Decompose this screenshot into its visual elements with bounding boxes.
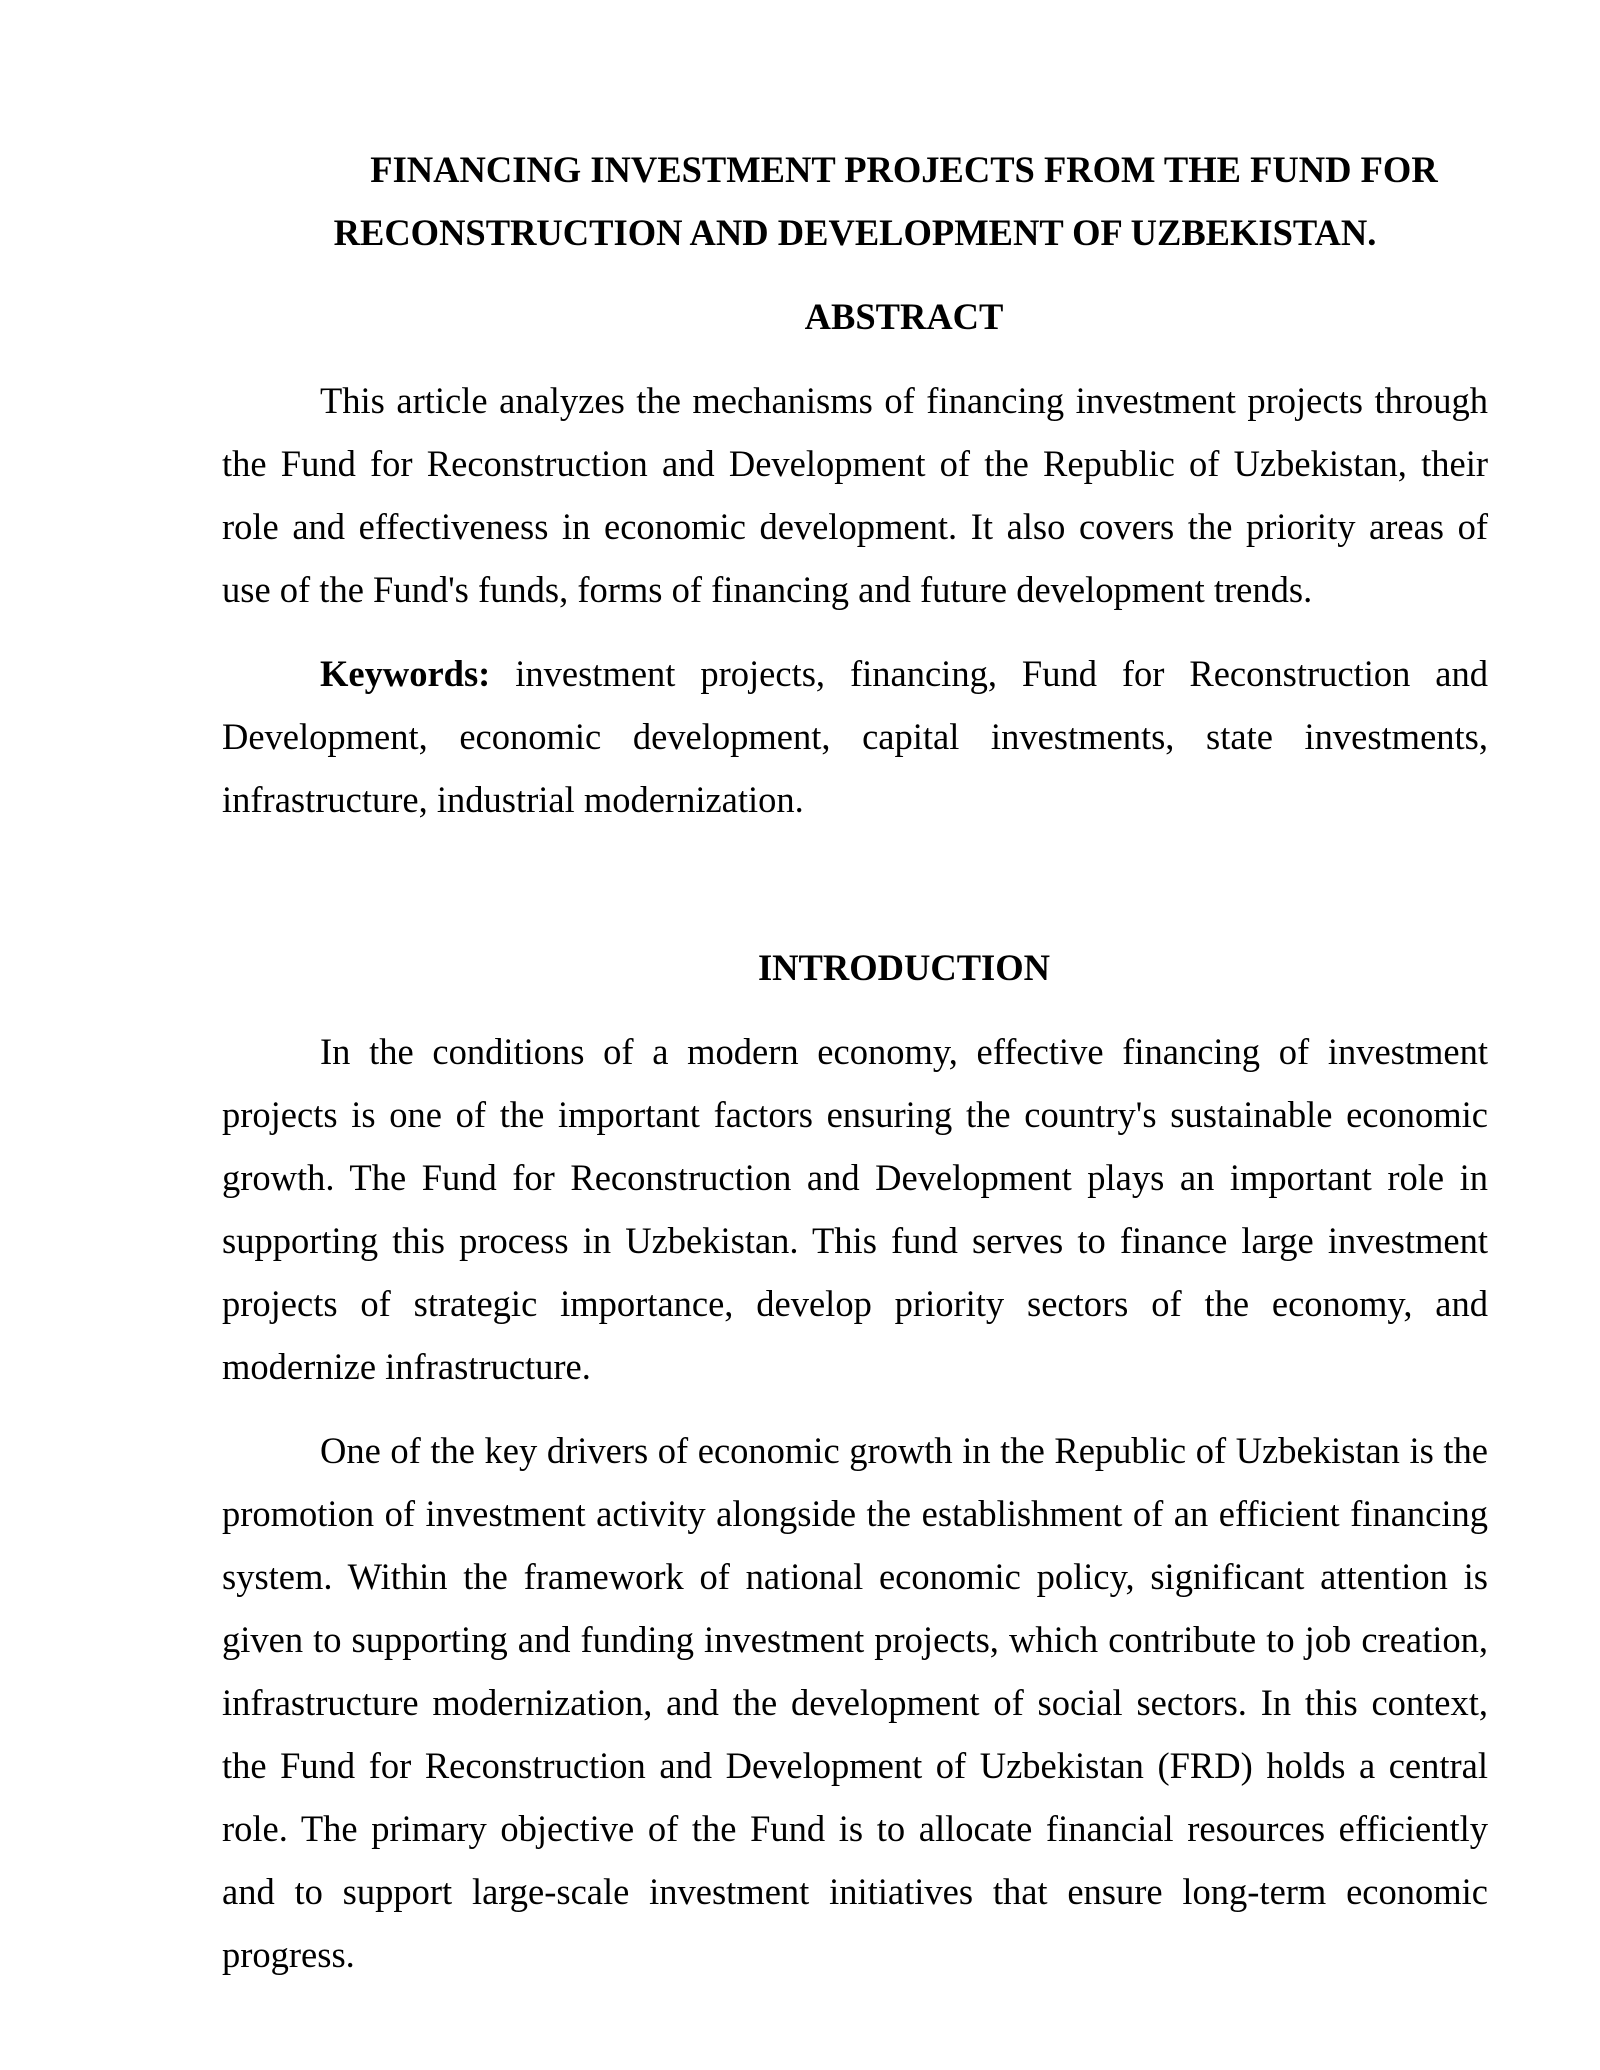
document-title: FINANCING INVESTMENT PROJECTS FROM THE FUND FOR RECONSTRUCTION AND DEVELOPMENT OF UZBEKISTAN. <box>333 149 1438 253</box>
blank-line <box>222 852 1488 936</box>
introduction-paragraph-1: In the conditions of a modern economy, effective financing of investment projects is one of the important factors ensuring the country's sustainable economic growth. The Fund for Reconstruction and Development plays an important role in supporting this process in Uzbekistan. This fund serves to finance large investment projects of strategic importance, develop priority sectors of the economy, and modernize infrastructure. <box>222 1031 1488 1387</box>
keywords-text: investment projects, financing, Fund for Reconstruction and Development, economic development, capital investments, state investments, infrastructure, industrial modernization. <box>222 653 1489 820</box>
abstract-heading: ABSTRACT <box>804 296 1004 337</box>
keywords-paragraph <box>222 642 1488 831</box>
abstract-paragraph: This article analyzes the mechanisms of financing investment projects through the Fund for Reconstruction and Development of the Republic of Uzbekistan, their role and effectiveness in economic development. It also covers the priority areas of use of the Fund's funds, forms of financing and future development trends. <box>222 380 1488 610</box>
keywords-label: Keywords: <box>320 653 491 694</box>
introduction-heading: INTRODUCTION <box>757 947 1051 988</box>
introduction-paragraph-2: One of the key drivers of economic growth in the Republic of Uzbekistan is the promotion of investment activity alongside the establishment of an efficient financing system. Within the framework of national economic policy, significant attention is given to supporting and funding investment projects, which contribute to job creation, infrastructure modernization, and the development of social sectors. In this context, the Fund for Reconstruction and Development of Uzbekistan (FRD) holds a central role. The primary objective of the Fund is to allocate financial resources efficiently and to support large-scale investment initiatives that ensure long-term economic progress. <box>222 1430 1488 1975</box>
